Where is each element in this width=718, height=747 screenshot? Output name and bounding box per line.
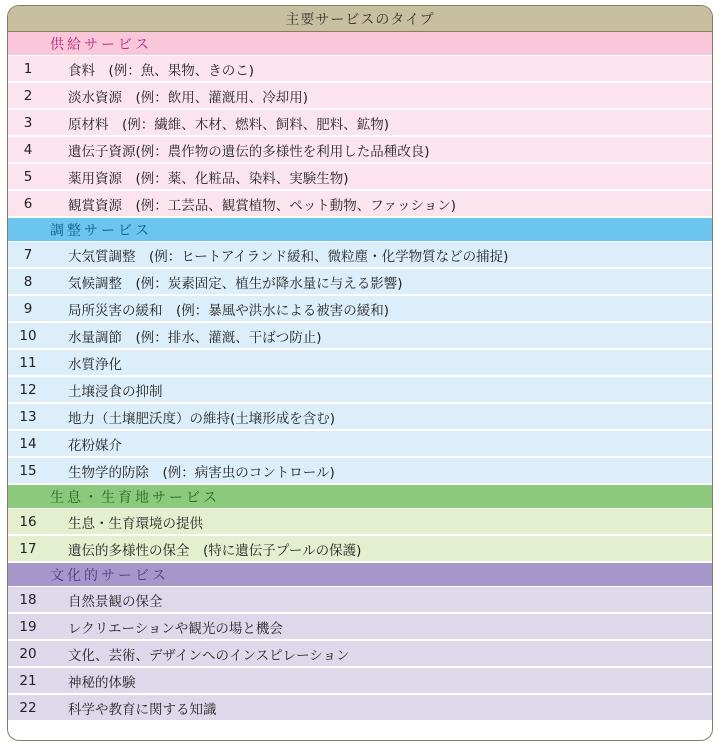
table-row: [8, 587, 712, 614]
table-row: [8, 536, 712, 563]
service-description: 科学や教育に関する知識: [68, 701, 217, 718]
section-header: 調整サービス: [8, 218, 712, 242]
row-number: 5: [23, 168, 33, 185]
section-header: 生息・生育地サービス: [8, 485, 712, 509]
row-number: 7: [23, 246, 33, 263]
table-row: [8, 137, 712, 164]
row-number: 3: [23, 114, 33, 131]
service-description: 薬用資源 (例：薬、化粧品、染料、実験生物): [68, 170, 349, 187]
row-number: 15: [19, 462, 37, 479]
row-number: 14: [19, 435, 37, 452]
row-number: 16: [19, 513, 37, 530]
table-row: [8, 83, 712, 110]
service-description: 水量調節 (例：排水、灌漑、干ばつ防止): [68, 329, 322, 346]
service-description: 原材料 (例：繊維、木材、燃料、飼料、肥料、鉱物): [68, 116, 390, 133]
table-row: [8, 377, 712, 404]
service-description: 遺伝子資源(例：農作物の遺伝的多様性を利用した品種改良): [68, 143, 430, 160]
table-row: [8, 431, 712, 458]
table-row: [8, 641, 712, 668]
row-number: 18: [19, 591, 37, 608]
service-description: 局所災害の緩和 (例：暴風や洪水による被害の緩和): [68, 302, 390, 319]
row-number: 11: [19, 354, 37, 371]
table-row: [8, 191, 712, 218]
row-number: 8: [23, 273, 33, 290]
row-number: 6: [23, 195, 33, 212]
row-number: 17: [19, 540, 37, 557]
row-number: 21: [19, 672, 37, 689]
service-description: 食料 (例：魚、果物、きのこ): [68, 62, 255, 79]
row-number: 9: [23, 300, 33, 317]
table-row: [8, 350, 712, 377]
section-header: 供給サービス: [8, 32, 712, 56]
table-row: [8, 56, 712, 83]
service-description: 地力（土壌肥沃度）の維持(土壌形成を含む): [68, 410, 336, 427]
table-row: [8, 323, 712, 350]
service-description: 土壌浸食の抑制: [68, 383, 163, 400]
row-number: 10: [19, 327, 37, 344]
service-description: 自然景観の保全: [68, 593, 163, 610]
table-row: [8, 668, 712, 695]
services-table: [7, 5, 713, 741]
service-description: 水質浄化: [68, 356, 122, 373]
service-description: 文化、芸術、デザインへのインスピレーション: [68, 647, 350, 664]
table-row: [8, 269, 712, 296]
table-row: [8, 458, 712, 485]
table-body: [8, 32, 712, 722]
row-number: 20: [19, 645, 37, 662]
service-description: 淡水資源 (例：飲用、灌漑用、冷却用): [68, 89, 309, 106]
table-row: [8, 695, 712, 722]
service-description: 花粉媒介: [68, 437, 122, 454]
row-number: 2: [23, 87, 33, 104]
section-header: 文化的サービス: [8, 563, 712, 587]
table-row: [8, 242, 712, 269]
service-description: レクリエーションや観光の場と機会: [68, 620, 283, 637]
service-description: 生物学的防除 (例：病害虫のコントロール): [68, 464, 335, 481]
table-row: [8, 509, 712, 536]
row-number: 13: [19, 408, 37, 425]
row-number: 4: [23, 141, 33, 158]
service-description: 観賞資源 (例：工芸品、観賞植物、ペット動物、ファッション): [68, 197, 456, 214]
service-description: 生息・生育環境の提供: [68, 515, 203, 532]
service-description: 遺伝的多様性の保全 (特に遺伝子プールの保護): [68, 542, 362, 559]
service-description: 気候調整 (例：炭素固定、植生が降水量に与える影響): [68, 275, 403, 292]
table-row: [8, 296, 712, 323]
row-number: 12: [19, 381, 37, 398]
table-row: [8, 110, 712, 137]
row-number: 22: [19, 699, 37, 716]
service-description: 神秘的体験: [68, 674, 136, 691]
table-row: [8, 404, 712, 431]
table-row: [8, 164, 712, 191]
table-row: [8, 614, 712, 641]
row-number: 1: [23, 60, 33, 77]
row-number: 19: [19, 618, 37, 635]
table-title: 主要サービスのタイプ: [8, 6, 712, 32]
service-description: 大気質調整 (例：ヒートアイランド緩和、微粒塵・化学物質などの捕捉): [68, 248, 509, 265]
